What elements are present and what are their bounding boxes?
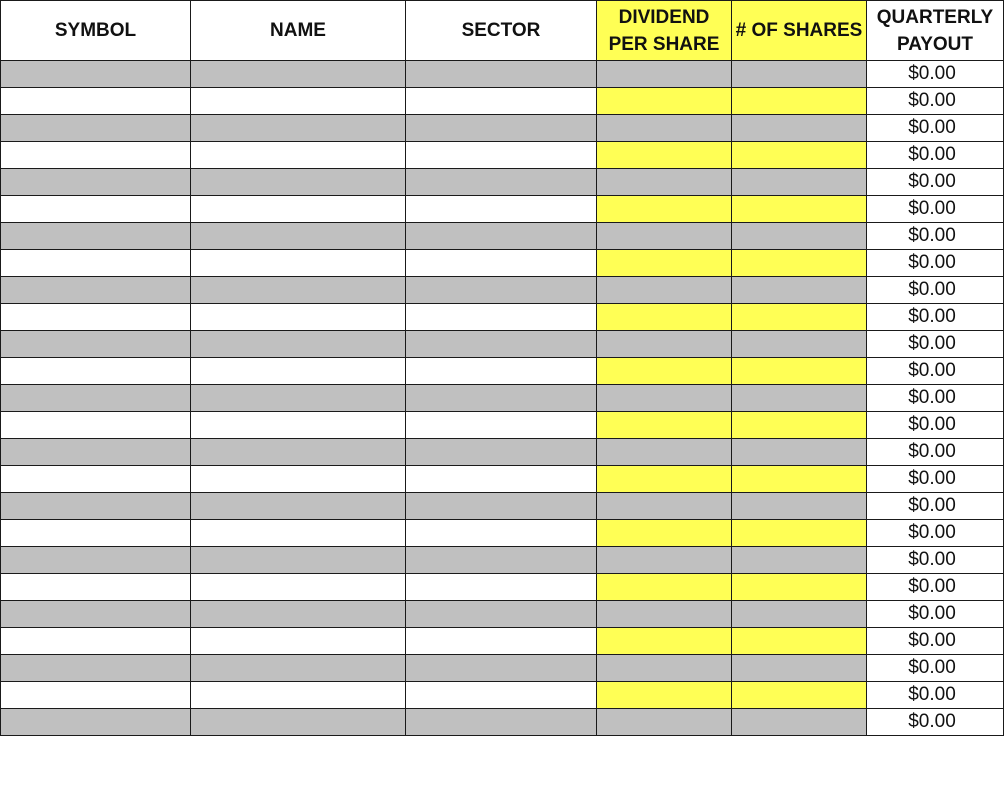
cell-quarterly-payout[interactable]: $0.00	[867, 61, 1004, 88]
cell-number-of-shares[interactable]	[732, 601, 867, 628]
cell-sector[interactable]	[406, 61, 597, 88]
table-row	[1, 385, 1004, 412]
cell-sector[interactable]	[406, 601, 597, 628]
table-row	[1, 169, 1004, 196]
cell-name[interactable]	[191, 196, 406, 223]
cell-number-of-shares[interactable]	[732, 709, 867, 736]
table-row	[1, 439, 1004, 466]
cell-name[interactable]	[191, 223, 406, 250]
cell-symbol[interactable]	[1, 88, 191, 115]
cell-name[interactable]	[191, 628, 406, 655]
cell-symbol[interactable]	[1, 115, 191, 142]
cell-symbol[interactable]	[1, 574, 191, 601]
cell-dividend-per-share[interactable]	[597, 331, 732, 358]
cell-name[interactable]	[191, 520, 406, 547]
cell-symbol[interactable]	[1, 250, 191, 277]
cell-sector[interactable]	[406, 547, 597, 574]
table-row	[1, 358, 1004, 385]
cell-name[interactable]	[191, 439, 406, 466]
cell-name[interactable]	[191, 331, 406, 358]
cell-number-of-shares[interactable]	[732, 61, 867, 88]
cell-quarterly-payout[interactable]: $0.00	[867, 439, 1004, 466]
cell-symbol[interactable]	[1, 520, 191, 547]
cell-name[interactable]	[191, 142, 406, 169]
cell-dividend-per-share[interactable]	[597, 574, 732, 601]
sheet-body	[1, 61, 1004, 736]
cell-name[interactable]	[191, 547, 406, 574]
cell-dividend-per-share[interactable]	[597, 304, 732, 331]
cell-sector[interactable]	[406, 466, 597, 493]
cell-sector[interactable]	[406, 520, 597, 547]
cell-sector[interactable]	[406, 439, 597, 466]
cell-number-of-shares[interactable]	[732, 331, 867, 358]
cell-dividend-per-share[interactable]	[597, 358, 732, 385]
cell-symbol[interactable]	[1, 709, 191, 736]
cell-number-of-shares[interactable]	[732, 223, 867, 250]
cell-quarterly-payout[interactable]: $0.00	[867, 385, 1004, 412]
cell-symbol[interactable]	[1, 682, 191, 709]
header-quarterly-payout[interactable]	[867, 1, 1004, 61]
cell-dividend-per-share[interactable]	[597, 682, 732, 709]
cell-quarterly-payout[interactable]: $0.00	[867, 412, 1004, 439]
cell-number-of-shares[interactable]	[732, 250, 867, 277]
table-row	[1, 682, 1004, 709]
cell-number-of-shares[interactable]	[732, 169, 867, 196]
cell-number-of-shares[interactable]	[732, 466, 867, 493]
cell-dividend-per-share[interactable]	[597, 142, 732, 169]
cell-dividend-per-share[interactable]	[597, 655, 732, 682]
table-row	[1, 628, 1004, 655]
cell-quarterly-payout[interactable]: $0.00	[867, 115, 1004, 142]
table-row	[1, 142, 1004, 169]
cell-number-of-shares[interactable]	[732, 682, 867, 709]
cell-sector[interactable]	[406, 88, 597, 115]
cell-symbol[interactable]	[1, 223, 191, 250]
header-payout-line2: PAYOUT	[896, 33, 974, 55]
cell-symbol[interactable]	[1, 628, 191, 655]
cell-symbol[interactable]	[1, 655, 191, 682]
cell-quarterly-payout[interactable]: $0.00	[867, 466, 1004, 493]
table-row	[1, 493, 1004, 520]
cell-name[interactable]	[191, 574, 406, 601]
header-row	[1, 1, 1004, 61]
cell-quarterly-payout[interactable]: $0.00	[867, 655, 1004, 682]
cell-number-of-shares[interactable]	[732, 142, 867, 169]
cell-dividend-per-share[interactable]	[597, 601, 732, 628]
cell-sector[interactable]	[406, 358, 597, 385]
cell-dividend-per-share[interactable]	[597, 169, 732, 196]
cell-sector[interactable]	[406, 277, 597, 304]
cell-sector[interactable]	[406, 412, 597, 439]
cell-dividend-per-share[interactable]	[597, 547, 732, 574]
table-row	[1, 466, 1004, 493]
cell-name[interactable]	[191, 412, 406, 439]
table-row	[1, 601, 1004, 628]
cell-quarterly-payout[interactable]: $0.00	[867, 493, 1004, 520]
cell-symbol[interactable]	[1, 493, 191, 520]
table-row	[1, 412, 1004, 439]
cell-quarterly-payout[interactable]: $0.00	[867, 709, 1004, 736]
header-dividend-line1: DIVIDEND	[618, 6, 710, 28]
cell-sector[interactable]	[406, 385, 597, 412]
header-symbol[interactable]: SYMBOL	[1, 1, 191, 61]
cell-name[interactable]	[191, 61, 406, 88]
header-dividend-per-share[interactable]	[597, 1, 732, 61]
header-dividend-line2: PER SHARE	[608, 33, 720, 55]
cell-quarterly-payout[interactable]: $0.00	[867, 169, 1004, 196]
cell-dividend-per-share[interactable]	[597, 223, 732, 250]
table-row	[1, 277, 1004, 304]
cell-number-of-shares[interactable]	[732, 277, 867, 304]
cell-number-of-shares[interactable]	[732, 628, 867, 655]
cell-symbol[interactable]	[1, 412, 191, 439]
cell-quarterly-payout[interactable]: $0.00	[867, 196, 1004, 223]
cell-symbol[interactable]	[1, 601, 191, 628]
table-row	[1, 250, 1004, 277]
cell-symbol[interactable]	[1, 385, 191, 412]
cell-sector[interactable]	[406, 574, 597, 601]
table-row	[1, 331, 1004, 358]
cell-number-of-shares[interactable]	[732, 493, 867, 520]
cell-dividend-per-share[interactable]	[597, 277, 732, 304]
table-row	[1, 655, 1004, 682]
cell-sector[interactable]	[406, 331, 597, 358]
cell-dividend-per-share[interactable]	[597, 88, 732, 115]
cell-symbol[interactable]	[1, 61, 191, 88]
cell-dividend-per-share[interactable]	[597, 709, 732, 736]
cell-name[interactable]	[191, 466, 406, 493]
cell-symbol[interactable]	[1, 277, 191, 304]
cell-name[interactable]	[191, 601, 406, 628]
cell-dividend-per-share[interactable]	[597, 196, 732, 223]
header-payout-line1: QUARTERLY	[876, 6, 994, 28]
table-row	[1, 61, 1004, 88]
cell-quarterly-payout[interactable]: $0.00	[867, 601, 1004, 628]
cell-quarterly-payout[interactable]: $0.00	[867, 628, 1004, 655]
cell-sector[interactable]	[406, 142, 597, 169]
cell-dividend-per-share[interactable]	[597, 250, 732, 277]
cell-dividend-per-share[interactable]	[597, 439, 732, 466]
cell-name[interactable]	[191, 709, 406, 736]
cell-sector[interactable]	[406, 493, 597, 520]
cell-quarterly-payout[interactable]: $0.00	[867, 142, 1004, 169]
cell-name[interactable]	[191, 250, 406, 277]
cell-number-of-shares[interactable]	[732, 547, 867, 574]
cell-symbol[interactable]	[1, 547, 191, 574]
cell-name[interactable]	[191, 277, 406, 304]
cell-sector[interactable]	[406, 304, 597, 331]
cell-sector[interactable]	[406, 169, 597, 196]
cell-symbol[interactable]	[1, 358, 191, 385]
cell-symbol[interactable]	[1, 196, 191, 223]
cell-number-of-shares[interactable]	[732, 385, 867, 412]
header-sector[interactable]: SECTOR	[406, 1, 597, 61]
cell-quarterly-payout[interactable]: $0.00	[867, 250, 1004, 277]
cell-sector[interactable]	[406, 223, 597, 250]
cell-number-of-shares[interactable]	[732, 412, 867, 439]
cell-number-of-shares[interactable]	[732, 115, 867, 142]
cell-number-of-shares[interactable]	[732, 358, 867, 385]
cell-quarterly-payout[interactable]: $0.00	[867, 520, 1004, 547]
cell-number-of-shares[interactable]	[732, 304, 867, 331]
cell-name[interactable]	[191, 358, 406, 385]
cell-quarterly-payout[interactable]: $0.00	[867, 547, 1004, 574]
cell-symbol[interactable]	[1, 169, 191, 196]
cell-sector[interactable]	[406, 709, 597, 736]
table-row	[1, 304, 1004, 331]
cell-name[interactable]	[191, 88, 406, 115]
cell-symbol[interactable]	[1, 304, 191, 331]
cell-quarterly-payout[interactable]: $0.00	[867, 88, 1004, 115]
cell-quarterly-payout[interactable]: $0.00	[867, 682, 1004, 709]
cell-symbol[interactable]	[1, 466, 191, 493]
cell-number-of-shares[interactable]	[732, 574, 867, 601]
cell-quarterly-payout[interactable]: $0.00	[867, 304, 1004, 331]
cell-name[interactable]	[191, 169, 406, 196]
cell-name[interactable]	[191, 655, 406, 682]
cell-dividend-per-share[interactable]	[597, 493, 732, 520]
cell-quarterly-payout[interactable]: $0.00	[867, 331, 1004, 358]
cell-name[interactable]	[191, 493, 406, 520]
table-row	[1, 574, 1004, 601]
cell-symbol[interactable]	[1, 142, 191, 169]
cell-number-of-shares[interactable]	[732, 520, 867, 547]
cell-number-of-shares[interactable]	[732, 655, 867, 682]
cell-quarterly-payout[interactable]: $0.00	[867, 574, 1004, 601]
table-row	[1, 196, 1004, 223]
cell-sector[interactable]	[406, 250, 597, 277]
cell-sector[interactable]	[406, 196, 597, 223]
cell-dividend-per-share[interactable]	[597, 115, 732, 142]
cell-dividend-per-share[interactable]	[597, 385, 732, 412]
table-row	[1, 115, 1004, 142]
header-number-of-shares[interactable]: # OF SHARES	[732, 1, 867, 61]
cell-sector[interactable]	[406, 682, 597, 709]
cell-symbol[interactable]	[1, 439, 191, 466]
cell-sector[interactable]	[406, 628, 597, 655]
cell-dividend-per-share[interactable]	[597, 412, 732, 439]
cell-name[interactable]	[191, 385, 406, 412]
cell-name[interactable]	[191, 304, 406, 331]
cell-dividend-per-share[interactable]	[597, 520, 732, 547]
cell-symbol[interactable]	[1, 331, 191, 358]
cell-number-of-shares[interactable]	[732, 88, 867, 115]
cell-quarterly-payout[interactable]: $0.00	[867, 223, 1004, 250]
table-row	[1, 547, 1004, 574]
table-row	[1, 88, 1004, 115]
cell-dividend-per-share[interactable]	[597, 628, 732, 655]
cell-name[interactable]	[191, 115, 406, 142]
table-row	[1, 709, 1004, 736]
cell-quarterly-payout[interactable]: $0.00	[867, 358, 1004, 385]
cell-number-of-shares[interactable]	[732, 196, 867, 223]
cell-sector[interactable]	[406, 655, 597, 682]
cell-sector[interactable]	[406, 115, 597, 142]
cell-dividend-per-share[interactable]	[597, 466, 732, 493]
table-row	[1, 520, 1004, 547]
cell-name[interactable]	[191, 682, 406, 709]
cell-quarterly-payout[interactable]: $0.00	[867, 277, 1004, 304]
cell-dividend-per-share[interactable]	[597, 61, 732, 88]
cell-number-of-shares[interactable]	[732, 439, 867, 466]
header-name[interactable]: NAME	[191, 1, 406, 61]
table-row	[1, 223, 1004, 250]
